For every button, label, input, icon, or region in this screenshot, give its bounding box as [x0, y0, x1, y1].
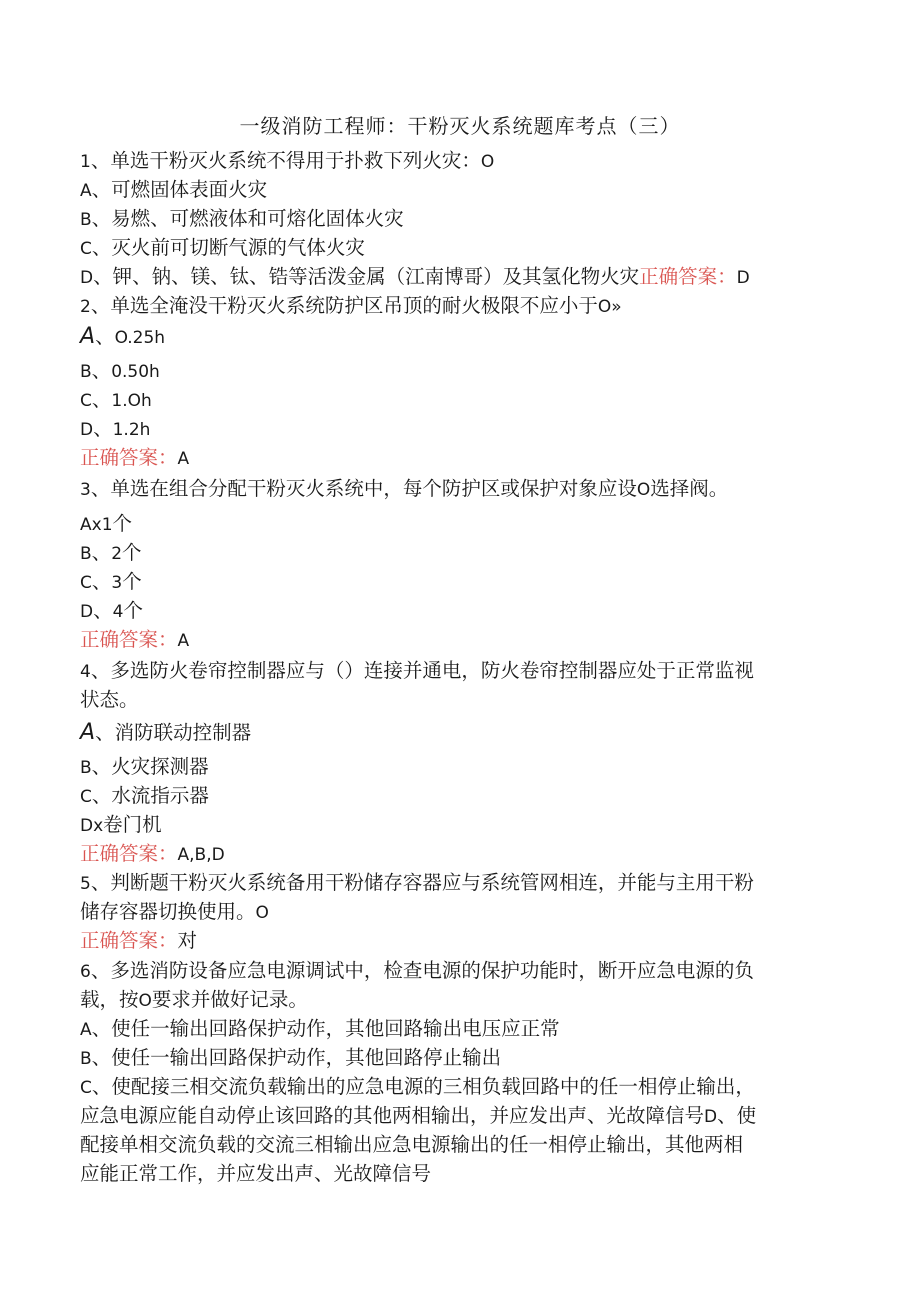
answer-value: A,B,D — [177, 845, 225, 865]
question-6-option-d-line-1: 配接单相交流负载的交流三相输出应急电源输出的任一相停止输出，其他两相 — [80, 1133, 744, 1156]
question-3-option-c: C、3个 — [80, 570, 142, 593]
question-4-option-c: C、水流指示器 — [80, 784, 209, 807]
question-2-option-c: C、1.Oh — [80, 388, 152, 411]
question-2-stem: 2、单选全淹没干粉灭火系统防护区吊顶的耐火极限不应小于O» — [80, 294, 622, 317]
answer-label: 正确答案： — [80, 628, 178, 651]
question-4-answer — [80, 839, 840, 870]
question-3-stem: 3、单选在组合分配干粉灭火系统中，每个防护区或保护对象应设O选择阀。 — [80, 477, 729, 500]
answer-value: 对 — [177, 929, 198, 952]
question-5-answer — [80, 926, 840, 955]
question-2-option-d: D、1.2h — [80, 417, 151, 440]
question-1-option-b: B、易燃、可燃液体和可熔化固体火灾 — [80, 207, 404, 230]
question-3-option-b: B、2个 — [80, 541, 142, 564]
question-4-option-b: B、火灾探测器 — [80, 755, 209, 778]
question-2-option-a: A、O.25h — [80, 324, 166, 349]
question-1-option-c: C、灭火前可切断气源的气体火灾 — [80, 236, 365, 259]
document-title: 一级消防工程师：干粉灭火系统题库考点（三） — [239, 114, 681, 138]
question-3-option-d: D、4个 — [80, 599, 143, 622]
question-6-option-c-line-1: C、使配接三相交流负载输出的应急电源的三相负载回路中的任一相停止输出， — [80, 1075, 755, 1098]
question-6-option-d-line-2: 应能正常工作，并应发出声、光故障信号 — [80, 1162, 432, 1185]
answer-label: 正确答案： — [639, 265, 737, 288]
question-6-stem-line-2: 载，按O要求并做好记录。 — [80, 988, 308, 1011]
question-1-option-d: D、钾、钠、镁、钛、锆等活泼金属（江南博哥）及其氢化物火灾正确答案：D — [80, 265, 750, 288]
question-1-stem: 1、单选干粉灭火系统不得用于扑救下列火灾：O — [80, 149, 495, 172]
question-4-option-d: Dx卷门机 — [80, 813, 162, 836]
answer-label: 正确答案： — [80, 929, 178, 952]
question-4-stem-line-2: 状态。 — [80, 688, 139, 711]
question-4-option-a: A、消防联动控制器 — [80, 720, 252, 745]
answer-value: A — [177, 449, 190, 469]
question-6-stem-line-1: 6、多选消防设备应急电源调试中，检查电源的保护功能时，断开应急电源的负 — [80, 959, 754, 982]
question-5-stem-line-1: 5、判断题干粉灭火系统备用干粉储存容器应与系统管网相连，并能与主用干粉 — [80, 871, 754, 894]
answer-label: 正确答案： — [80, 842, 178, 865]
question-6-option-c-line-2: 应急电源应能自动停止该回路的其他两相输出，并应发出声、光故障信号D、使 — [80, 1104, 757, 1127]
question-3-option-a: Ax1个 — [80, 512, 133, 535]
question-5-stem-line-2: 储存容器切换使用。O — [80, 900, 269, 923]
answer-value: A — [177, 631, 190, 651]
question-2-option-b: B、0.50h — [80, 359, 160, 382]
answer-value: D — [736, 268, 750, 288]
question-6-option-b: B、使任一输出回路保护动作，其他回路停止输出 — [80, 1046, 502, 1069]
question-3-answer — [80, 625, 840, 656]
question-4-stem-line-1: 4、多选防火卷帘控制器应与（）连接并通电，防火卷帘控制器应处于正常监视 — [80, 659, 754, 682]
question-1-option-a: A、可燃固体表面火灾 — [80, 178, 268, 201]
question-6-option-a: A、使任一输出回路保护动作，其他回路输出电压应正常 — [80, 1017, 560, 1040]
question-2-answer — [80, 443, 840, 474]
answer-label: 正确答案： — [80, 446, 178, 469]
